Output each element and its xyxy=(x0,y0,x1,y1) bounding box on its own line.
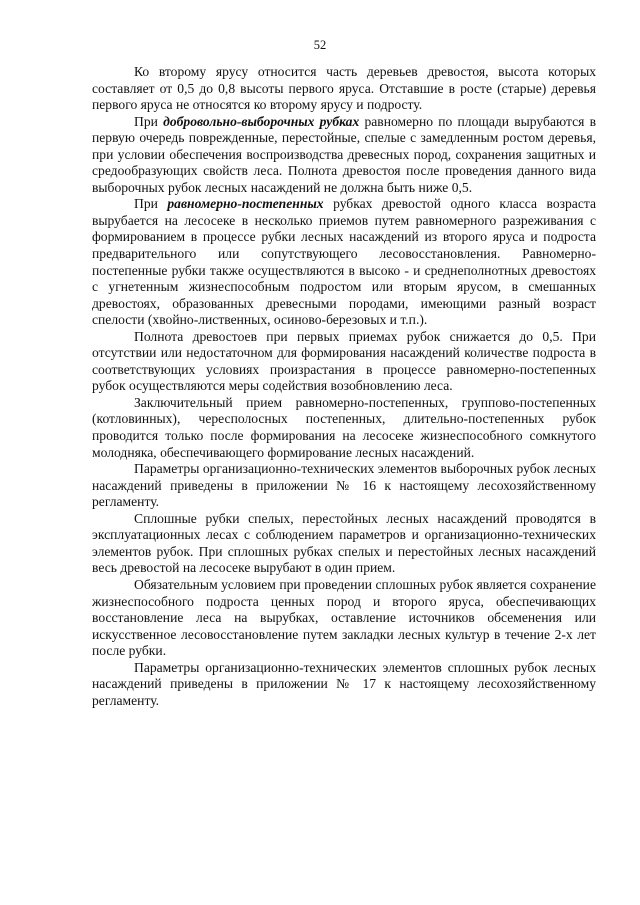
paragraph-final-stage: Заключительный прием равномерно-постепенных, группово-постепенных (котловинных), чересполосных постепенных, длительно-постепенных рубок проводится только после формирования на лесосеке жизнеспособного сомкнутого молодняка, обеспечивающего формирование лесных насаждений. xyxy=(92,394,596,460)
paragraph-voluntary-selective xyxy=(92,114,596,197)
paragraph-second-tier: Ко второму ярусу относится часть деревьев древостоя, высота которых составляет от 0,5 до 0,8 высоты первого яруса. Отставшие в росте (старые) деревья первого яруса не относятся ко второму ярусу и подросту. xyxy=(92,64,596,113)
paragraph-clear-cutting: Сплошные рубки спелых, перестойных лесных насаждений проводятся в эксплуатационных лесах с соблюдением параметров и организационно-технических элементов рубок. При сплошных рубках спелых и перестойных лесных насаждений весь древостой на лесосеке вырубают в один прием. xyxy=(92,510,596,576)
page-number: 52 xyxy=(313,38,327,52)
paragraph-rest: рубках древостой одного класса возраста вырубается на лесосеке в несколько приемов путем равномерного разреживания с формированием в процессе рубки лесных насаждений из второго яруса и подроста предварительного или сопутствующего лесовосстановления. Равномерно-постепенные рубки также осуществляются в высоко - и среднеполнотных древостоях с угнетенным жизнеспособным подростом или вторым ярусом, в смешанных древостоях, образованных древесными породами, имеющими разный возраст спелости (хвойно-лиственных, осиново-березовых и т.п.). xyxy=(92,196,596,328)
paragraph-appendix-17: Параметры организационно-технических элементов сплошных рубок лесных насаждений приведены в приложении № 17 к настоящему лесохозяйственному регламенту. xyxy=(92,659,596,708)
paragraph-uniform-gradual xyxy=(92,196,596,328)
paragraph-appendix-16: Параметры организационно-технических элементов выборочных рубок лесных насаждений приведены в приложении № 16 к настоящему лесохозяйственному регламенту. xyxy=(92,461,596,510)
paragraph-stand-density: Полнота древостоев при первых приемах рубок снижается до 0,5. При отсутствии или недостаточном для формирования насаждений количестве подроста в соответствующих условиях произрастания в процессе равномерно-постепенных рубок осуществляются меры содействия возобновлению леса. xyxy=(92,328,596,394)
term-uniform-gradual: равномерно-постепенных xyxy=(167,196,324,212)
paragraph-lead: При xyxy=(134,196,168,212)
paragraph-lead: При xyxy=(134,113,164,129)
term-voluntary-selective: добровольно-выборочных рубках xyxy=(163,113,360,129)
body-text xyxy=(92,64,596,709)
paragraph-mandatory-condition: Обязательным условием при проведении сплошных рубок является сохранение жизнеспособного подроста ценных пород и второго яруса, обеспечивающих восстановление леса на вырубках, оставление источников обсеменения или искусственное лесовосстановление путем закладки лесных культур в течение 2-х лет после рубки. xyxy=(92,576,596,659)
paragraph-rest: равномерно по площади вырубаются в первую очередь поврежденные, перестойные, спелые с замедленным ростом деревья, при условии обеспечения воспроизводства древесных пород, сохранения защитных и средообразующих свойств леса. Полнота древостоя после проведения данного вида выборочных рубок лесных насаждений не должна быть ниже 0,5. xyxy=(92,113,596,195)
